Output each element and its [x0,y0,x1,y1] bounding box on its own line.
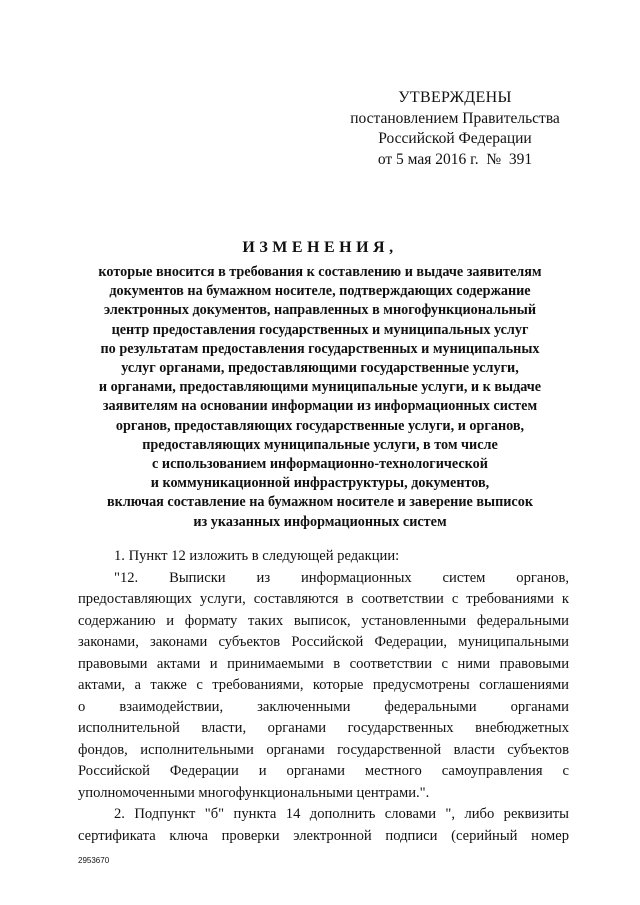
subtitle-line: и органами, предоставляющими муниципальные услуги, и к выдаче [98,379,542,396]
subtitle-line: электронных документов, направленных в многофункциональный [103,302,537,319]
subtitle-line: из указанных информационных систем [193,513,447,530]
body-line: исполнительной власти, органами государственных внебюджетных [78,720,569,736]
document-subtitle [60,263,580,532]
subtitle-line: услуг органами, предоставляющими государственные услуги, [121,360,519,377]
subtitle-line: и коммуникационной инфраструктуры, документов, [150,475,490,492]
subtitle-line: с использованием информационно-технологической [152,456,488,473]
body-line: о взаимодействии, заключенными федеральными органами [78,698,569,715]
approval-date-number: от 5 мая 2016 г. № 391 [377,150,533,168]
subtitle-line: которые вносится в требования к составлению и выдаче заявителям [98,264,542,280]
subtitle-line: документов на бумажном носителе, подтверждающих содержание [109,283,531,300]
body-line: Российской Федерации и органами местного самоуправления с [78,763,569,779]
document-body [78,546,569,847]
body-line: актами, а также с требованиями, которые предусмотрены соглашениями [78,677,569,693]
subtitle-line: предоставляющих муниципальные услуги, в том числе [142,436,498,453]
body-line: "12. Выписки из информационных систем органов, [114,569,569,586]
body-line: уполномоченными многофункциональными центрами.". [78,784,430,801]
body-line: содержанию и формату таких выписок, установленными федеральными [78,612,569,629]
body-line: законами, законами субъектов Российской Федерации, муниципальными [78,634,569,650]
approval-heading: УТВЕРЖДЕНЫ [398,89,512,106]
subtitle-line: включая составление на бумажном носителе и заверение выписок [106,494,533,511]
paragraph-1-heading: 1. Пункт 12 изложить в следующей редакции: [114,548,400,564]
approval-block [340,88,570,170]
subtitle-line: центр предоставления государственных и муниципальных услуг [111,321,529,338]
body-line: сертификата ключа проверки электронной подписи (серийный номер [78,827,569,844]
approval-line-1: постановлением Правительства [350,109,560,127]
paragraph-2-heading: 2. Подпункт "б" пункта 14 дополнить словами ", либо реквизиты [114,806,569,822]
document-title: ИЗМЕНЕНИЯ, [242,239,398,256]
approval-line-2: Российской Федерации [378,130,532,147]
body-line: предоставляющих услуги, составляются в соответствии с требованиями к [78,591,569,607]
body-line: фондов, исполнительными органами государственной власти субъектов [78,741,569,758]
document-code: 2953670 [78,856,110,865]
subtitle-line: органов, предоставляющих государственные услуги, и органов, [115,417,525,434]
body-line: правовыми актами и принимаемыми в соответствии с ними правовыми [78,655,569,672]
subtitle-line: по результатам предоставления государственных и муниципальных [100,340,540,357]
subtitle-line: заявителям на основании информации из информационных систем [102,398,538,415]
